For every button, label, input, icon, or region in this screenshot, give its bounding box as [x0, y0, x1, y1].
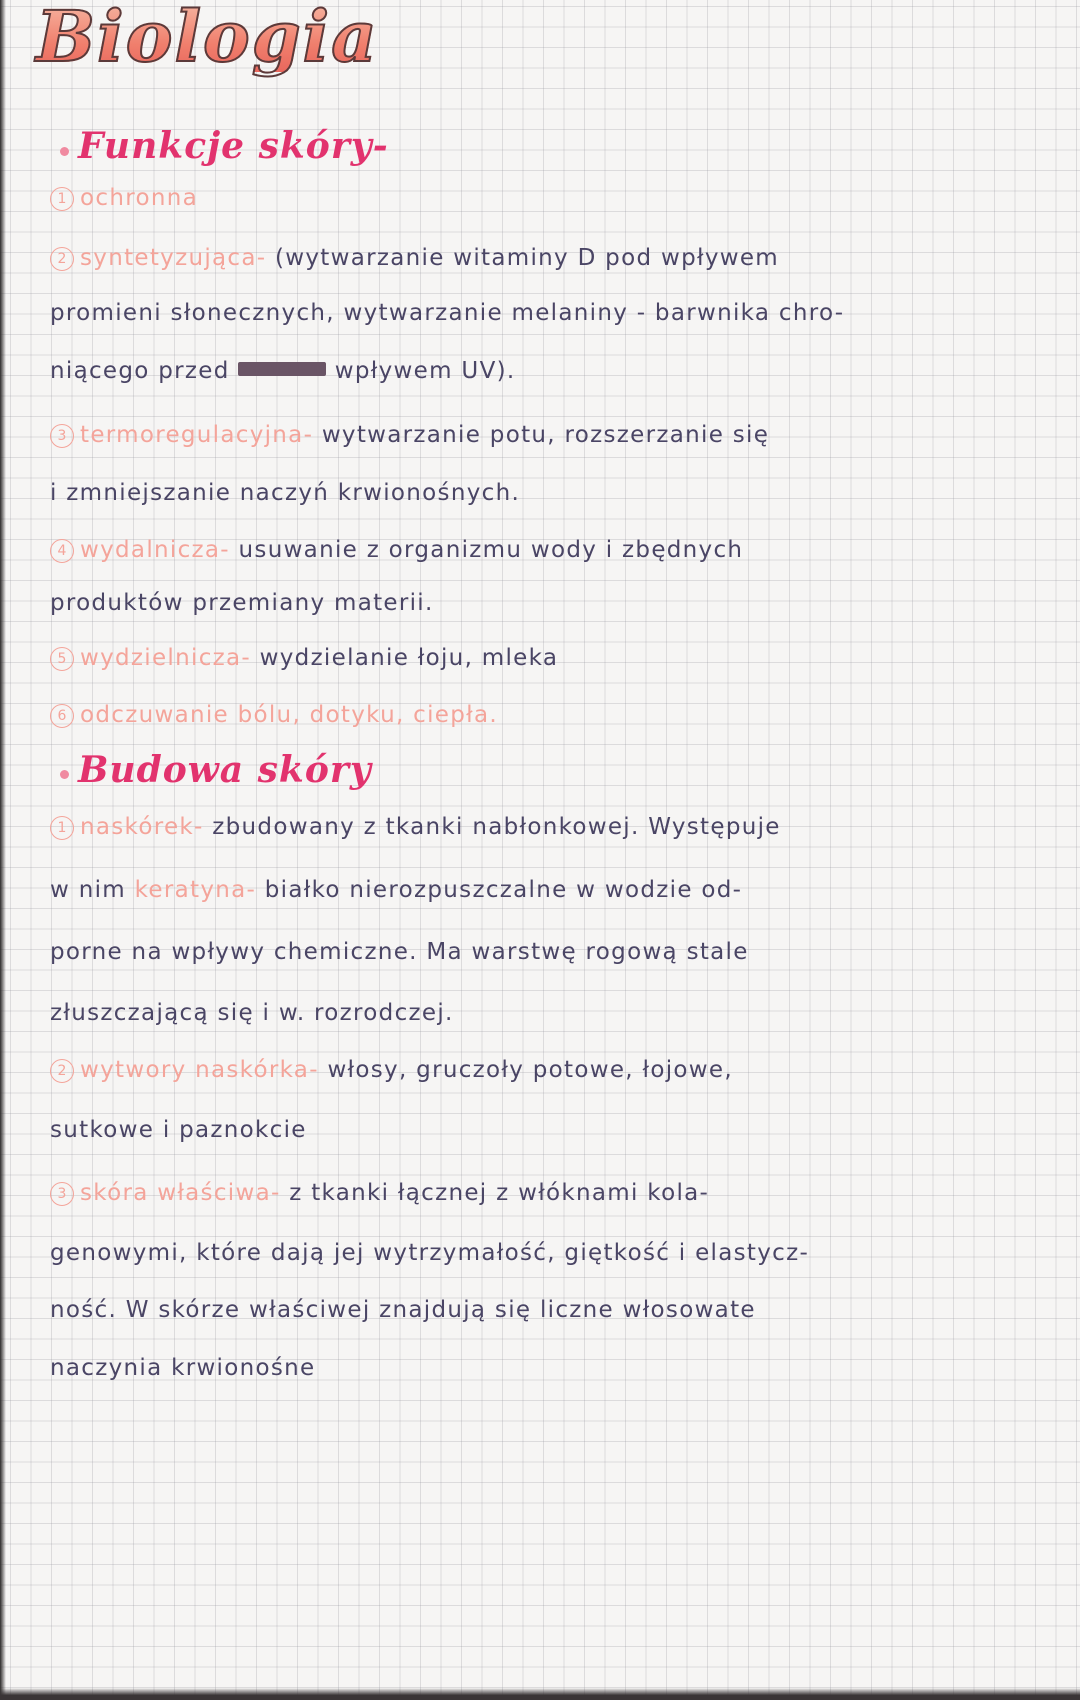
term: wytwory naskórka — [80, 1057, 310, 1083]
item-text: włosy, gruczoły potowe, łojowe, — [327, 1057, 733, 1083]
item-text: w nim — [50, 877, 126, 903]
bullet-dot — [60, 770, 69, 779]
list-item — [50, 1353, 315, 1383]
separator: - — [246, 877, 257, 903]
item-text: wpływem UV). — [334, 358, 516, 384]
item-text: ność. W skórze właściwej znajdują się liczne włosowate — [50, 1297, 756, 1323]
separator: - — [309, 1057, 319, 1083]
list-item — [50, 420, 769, 450]
crossed-out-word: promieniami — [238, 362, 327, 376]
term: odczuwanie bólu, dotyku, ciepła. — [80, 702, 498, 728]
item-text: złuszczającą się i w. rozrodczej. — [50, 1000, 454, 1026]
term: wydalnicza — [80, 537, 221, 563]
section-heading-functions: Funkcje skóry- — [78, 125, 389, 167]
item-text: porne na wpływy chemiczne. Ma warstwę rogową stale — [50, 939, 749, 965]
page-title: Biologia — [36, 0, 379, 78]
item-number: 4 — [50, 539, 74, 563]
term: keratyna — [134, 877, 247, 903]
list-item — [50, 875, 742, 905]
item-text: produktów przemiany materii. — [50, 590, 434, 616]
list-item — [50, 588, 434, 618]
list-item — [50, 812, 781, 842]
item-text: niącego przed — [50, 358, 230, 384]
term: termoregulacyjna — [80, 422, 304, 448]
item-text: wytwarzanie potu, rozszerzanie się — [321, 422, 770, 448]
list-item — [50, 356, 516, 386]
list-item — [50, 1178, 709, 1208]
item-number: 2 — [50, 247, 74, 271]
item-text: promieni słonecznych, wytwarzanie melaniny - barwnika chro- — [50, 300, 845, 326]
item-text: białko nierozpuszczalne w wodzie od- — [264, 877, 743, 903]
separator: - — [270, 1180, 281, 1206]
list-item — [50, 183, 198, 213]
list-item — [50, 643, 558, 673]
separator: - — [194, 814, 204, 840]
term: wydzielnicza — [80, 645, 242, 671]
item-number: 1 — [50, 816, 74, 840]
item-text: (wytwarzanie witaminy D pod wpływem — [274, 245, 779, 271]
bullet-dot — [60, 147, 69, 156]
term: ochronna — [80, 185, 198, 211]
list-item — [50, 700, 498, 730]
item-text: usuwanie z organizmu wody i zbędnych — [238, 537, 744, 563]
item-number: 2 — [50, 1059, 74, 1083]
item-number: 3 — [50, 1182, 74, 1206]
item-text: genowymi, które dają jej wytrzymałość, giętkość i elastycz- — [50, 1240, 810, 1266]
item-text: sutkowe i paznokcie — [50, 1117, 307, 1143]
list-item — [50, 535, 743, 565]
item-text: z tkanki łącznej z włóknami kola- — [289, 1180, 710, 1206]
item-number: 5 — [50, 647, 74, 671]
item-number: 6 — [50, 704, 74, 728]
separator: - — [256, 245, 267, 271]
list-item — [50, 1115, 307, 1145]
separator: - — [220, 537, 230, 563]
page-shadow-left — [0, 0, 6, 1700]
section-heading-structure: Budowa skóry — [78, 749, 372, 791]
term: skóra właściwa — [80, 1180, 271, 1206]
list-item — [50, 1295, 756, 1325]
page-shadow-bottom — [0, 1688, 1080, 1700]
list-item — [50, 998, 454, 1028]
list-item — [50, 1238, 809, 1268]
item-text: naczynia krwionośne — [50, 1355, 316, 1381]
item-number: 1 — [50, 187, 74, 211]
separator: - — [241, 645, 252, 671]
list-item — [50, 937, 749, 967]
term: naskórek — [80, 814, 195, 840]
item-text: i zmniejszanie naczyń krwionośnych. — [50, 480, 521, 506]
item-number: 3 — [50, 424, 74, 448]
term: syntetyzująca — [80, 245, 257, 271]
separator: - — [303, 422, 314, 448]
list-item — [50, 243, 779, 273]
list-item — [50, 298, 844, 328]
list-item — [50, 1055, 733, 1085]
item-text: wydzielanie łoju, mleka — [259, 645, 559, 671]
list-item — [50, 478, 520, 508]
item-text: zbudowany z tkanki nabłonkowej. Występuje — [212, 814, 781, 840]
